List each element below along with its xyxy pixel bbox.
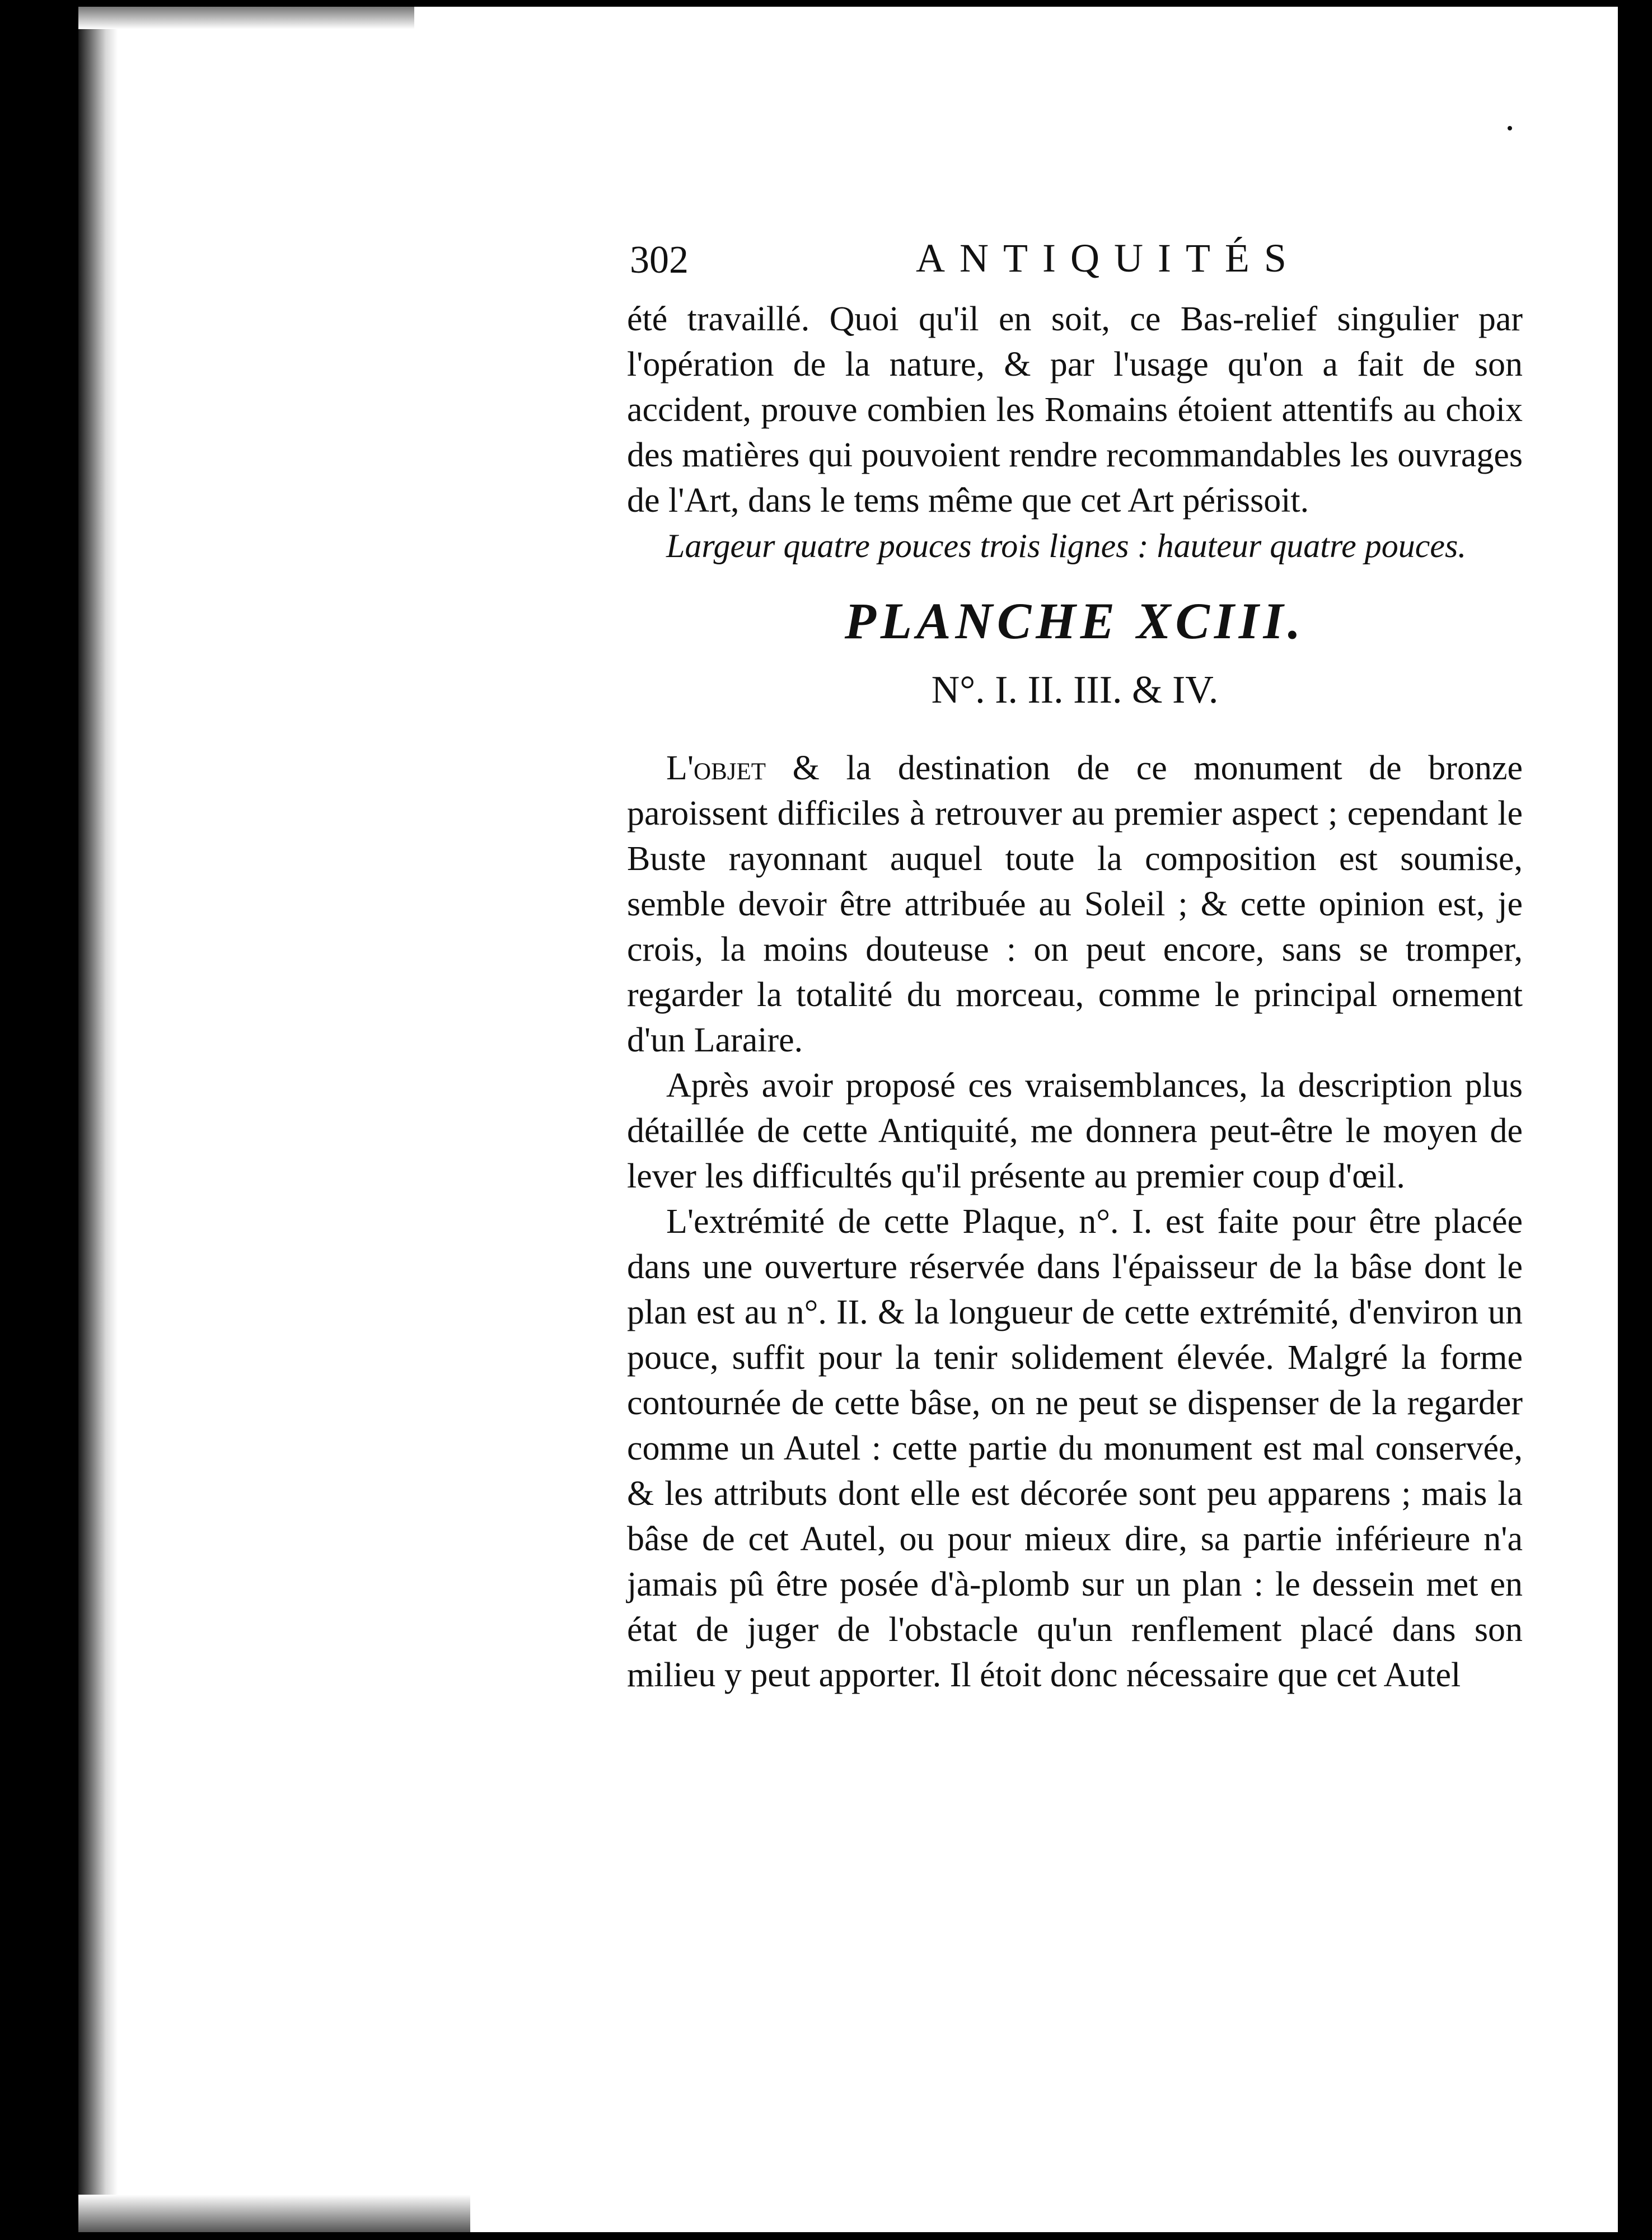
paragraph-description: Après avoir proposé ces vraisemblances, la description plus détaillée de cette Antiquité, me donnera peut-être le moyen de lever les difficultés qu'il présente au premier coup d'œil. <box>627 1067 1523 1195</box>
paragraph-plaque: L'extrémité de cette Plaque, n°. I. est faite pour être placée dans une ouverture réservée dans l'épaisseur de la bâse dont le plan est au n°. II. & la longueur de cette extrémité, d'environ un pouce, suffit pour la tenir solidement élevée. Malgré la forme contournée de cette bâse, on ne peut se dispenser de la regarder comme un Autel : cette partie du monument est mal conservée, & les attributs dont elle est décorée sont peu apparens ; mais la bâse de cet Autel, ou pour mieux dire, sa partie inférieure n'a jamais pû être posée d'à-plomb sur un plan : le dessein met en état de juger de l'obstacle qu'un renflement placé dans son milieu y peut apporter. Il étoit donc nécessaire que cet Autel <box>627 1203 1523 1694</box>
paragraph-continued: été travaillé. Quoi qu'il en soit, ce Bas-relief singulier par l'opération de la nature, & par l'usage qu'on a fait de son accident, prouve combien les Romains étoient attentifs au choix des matières qui pouvoient rendre recommandables les ouvrages de l'Art, dans le tems même que cet Art périssoit. <box>627 300 1523 520</box>
ink-speck <box>1508 126 1512 130</box>
running-title: ANTIQUITÉS <box>916 236 1301 280</box>
running-head <box>627 235 1523 297</box>
plate-title: PLANCHE XCIII. <box>844 592 1305 649</box>
text-block <box>627 235 1523 1698</box>
lead-word: L'objet <box>666 749 766 787</box>
dimensions-line: Largeur quatre pouces trois lignes : hauteur quatre pouces. <box>666 527 1467 564</box>
paragraph-object-text: & la destination de ce monument de bronze paroissent difficiles à retrouver au premier aspect ; cependant le Buste rayonnant auquel toute la composition est soumise, semble devoir être attribuée au Soleil ; & cette opinion est, je crois, la moins douteuse : on peut encore, sans se tromper, regarder la totalité du morceau, comme le principal ornement d'un Laraire. <box>627 749 1523 1059</box>
paragraph-object <box>627 746 1523 1063</box>
page-gutter-shadow <box>78 7 118 2232</box>
page-bottom-edge <box>78 2195 470 2232</box>
page-number: 302 <box>630 239 689 282</box>
page-top-edge <box>78 7 414 29</box>
plate-numbers: N°. I. II. III. & IV. <box>931 668 1219 712</box>
